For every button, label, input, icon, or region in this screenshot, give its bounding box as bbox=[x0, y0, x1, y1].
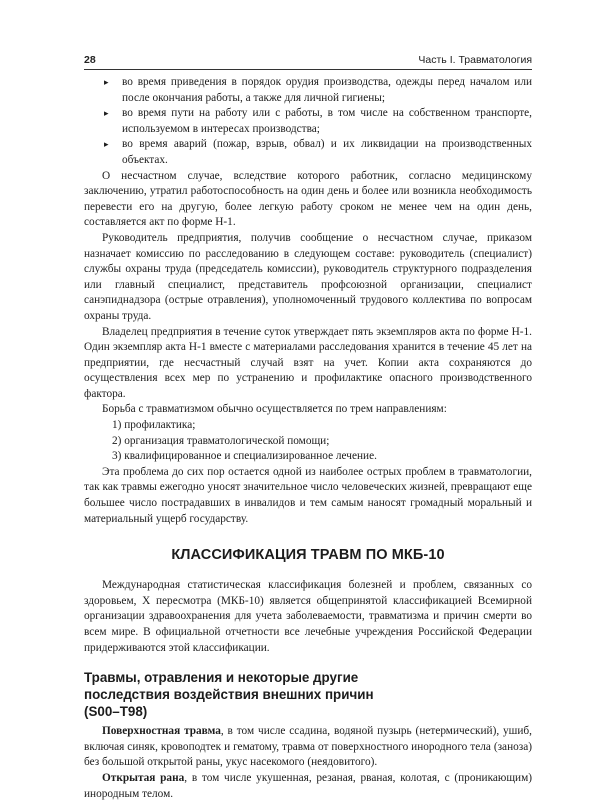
running-header bbox=[84, 52, 532, 68]
paragraph-commission: Руководитель предприятия, получив сообщение о несчастном случае, приказом назначает комиссию по расследованию в следующем составе: руководитель (специалист) службы охраны труда (председатель комиссии), руководитель структурного подразделения или главный специалист, представитель профсоюзной организации, специалист санэпиднадзора (острые отравления), уполномоченный трудового коллектива по вопросам охраны труда. bbox=[84, 231, 532, 322]
chapter-heading: КЛАССИФИКАЦИЯ ТРАВМ ПО МКБ-10 bbox=[171, 547, 445, 564]
paragraph-directions-intro: Борьба с травматизмом обычно осуществляется по трем направлениям: bbox=[102, 403, 447, 416]
running-section-title: Часть I. Травматология bbox=[418, 54, 532, 66]
list-item: 1) профилактика; bbox=[112, 419, 196, 432]
list-item: 3) квалифицированное и специализированное лечение. bbox=[112, 450, 377, 463]
paragraph-act-storage: Владелец предприятия в течение суток утверждает пять экземпляров акта по форме Н-1. Один экземпляр акта Н-1 вместе с материалами расследования хранится в течение 45 лет на предприятии, где несчастный случай взят на учет. Копии акта сохраняются до осуществления всех мер по устранению и профилактике опасного производственного фактора. bbox=[84, 325, 532, 400]
injury-control-directions-list bbox=[84, 418, 532, 465]
entry-term: Поверхностная травма bbox=[102, 725, 221, 738]
accident-circumstances-list bbox=[84, 75, 532, 169]
paragraph-icd10: Международная статистическая классификация болезней и проблем, связанных со здоровьем, X пересмотра (МКБ-10) является общепринятой классификацией Всемирной организации здравоохранения для учета заболеваемости, травматизма и причин смерти во всем мире. В официальной отчетности все лечебные учреждения Российской Федерации придерживаются этой классификации. bbox=[84, 579, 532, 654]
entry-superficial-injury bbox=[84, 724, 532, 771]
entry-term: Открытая рана bbox=[102, 771, 185, 784]
list-item: ▸ во время пути на работу или с работы, в том числе на собственном транспорте, используемом в интересах производства; bbox=[84, 106, 532, 137]
page-body bbox=[84, 75, 532, 802]
list-item: ▸ во время приведения в порядок орудия производства, одежды перед началом или после окончания работы, а также для личной гигиены; bbox=[84, 75, 532, 106]
subsection-heading: Травмы, отравления и некоторые другие последствия воздействия внешних причин (S00–T98) bbox=[84, 670, 374, 720]
paragraph-act-n1: О несчастном случае, вследствие которого работник, согласно медицинскому заключению, утратил работоспособность на один день и более или возникла необходимость перевести его на другую, более легкую работу сроком не менее чем на один день, составляется акт по форме Н-1. bbox=[84, 169, 532, 229]
entry-text: , в том числе ссадина, водяной пузырь (нетермический), ушиб, включая синяк, кровоподтек и гематому, травма от поверхностного инородного тела (заноза) без большой открытой раны, укус насекомого (неядовитого). bbox=[84, 725, 532, 769]
entry-text: , в том числе укушенная, резаная, рваная, колотая, с (проникающим) инородным телом. bbox=[84, 771, 533, 800]
paragraph-problem: Эта проблема до сих пор остается одной из наиболее острых проблем в травматологии, так как травмы ежегодно уносят значительное число человеческих жизней, превращают еще большее число пострадавших в инвалидов и тем самым наносят громадный моральный и материальный ущерб государству. bbox=[84, 465, 532, 525]
entry-open-wound bbox=[84, 771, 532, 802]
list-item: ▸ во время аварий (пожар, взрыв, обвал) и их ликвидации на производственных объектах. bbox=[84, 137, 532, 168]
page-number: 28 bbox=[84, 54, 96, 66]
list-item: 2) организация травматологической помощи; bbox=[112, 434, 330, 447]
header-rule bbox=[84, 69, 532, 70]
